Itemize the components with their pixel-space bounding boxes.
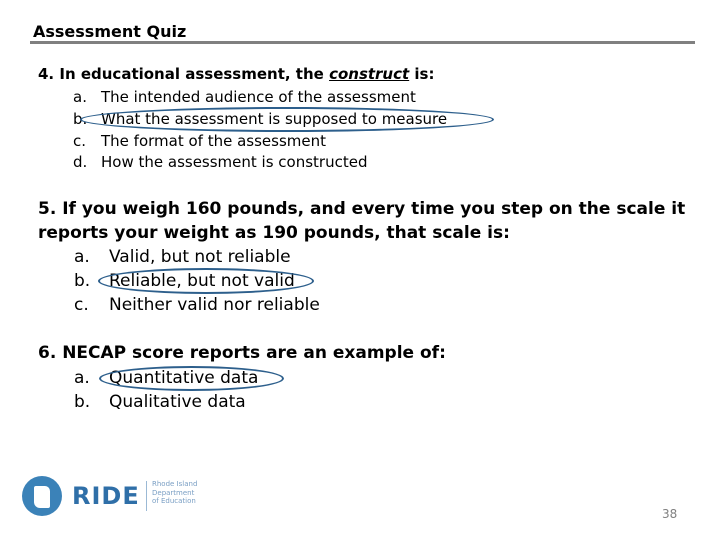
logo-subtitle-line-1: Rhode Island xyxy=(152,480,198,488)
logo-subtitle-line-2: Department xyxy=(152,488,195,497)
question-5-answer-ellipse xyxy=(98,268,314,294)
logo-divider xyxy=(146,481,147,511)
question-4-stem xyxy=(38,64,434,84)
logo-subtitle xyxy=(152,480,212,506)
option-text: Qualitative data xyxy=(109,392,246,412)
question-5-stem-line-2: reports your weight as 190 pounds, that scale is: xyxy=(38,223,510,243)
option-text: Quantitative data xyxy=(109,368,259,388)
option-text: Reliable, but not valid xyxy=(109,271,295,291)
option-text: The format of the assessment xyxy=(101,132,326,150)
title-rule xyxy=(30,41,695,44)
option-text: Valid, but not reliable xyxy=(109,247,291,267)
option-letter: a. xyxy=(74,247,90,267)
question-5-stem-line-1: 5. If you weigh 160 pounds, and every time you step on the scale it xyxy=(38,199,686,219)
page-number: 38 xyxy=(662,507,678,521)
option-letter: d. xyxy=(73,153,88,171)
option-letter: b. xyxy=(74,271,91,291)
question-4-stem-after: is: xyxy=(409,65,435,83)
ride-logo xyxy=(22,476,198,516)
state-shape xyxy=(34,486,50,508)
logo-wordmark: RIDE xyxy=(72,482,140,510)
slide-title: Assessment Quiz xyxy=(33,22,187,41)
option-letter: a. xyxy=(73,88,87,106)
option-letter: c. xyxy=(73,132,87,150)
question-4-keyword: construct xyxy=(329,65,410,83)
question-4-stem-before: 4. In educational assessment, the xyxy=(38,65,330,83)
option-letter: a. xyxy=(74,368,90,388)
logo-subtitle-line-3: of Education xyxy=(152,497,196,505)
option-text: The intended audience of the assessment xyxy=(101,88,416,106)
option-text: How the assessment is constructed xyxy=(101,153,368,171)
question-6-answer-ellipse xyxy=(99,366,284,391)
option-text: What the assessment is supposed to measure xyxy=(101,110,448,128)
rhode-island-state-icon xyxy=(22,476,62,516)
option-text: Neither valid nor reliable xyxy=(109,295,320,315)
option-letter: c. xyxy=(74,295,89,315)
question-4-answer-ellipse xyxy=(80,107,494,132)
option-letter: b. xyxy=(74,392,91,412)
question-6-stem: 6. NECAP score reports are an example of: xyxy=(38,343,446,363)
option-letter: b. xyxy=(73,110,88,128)
